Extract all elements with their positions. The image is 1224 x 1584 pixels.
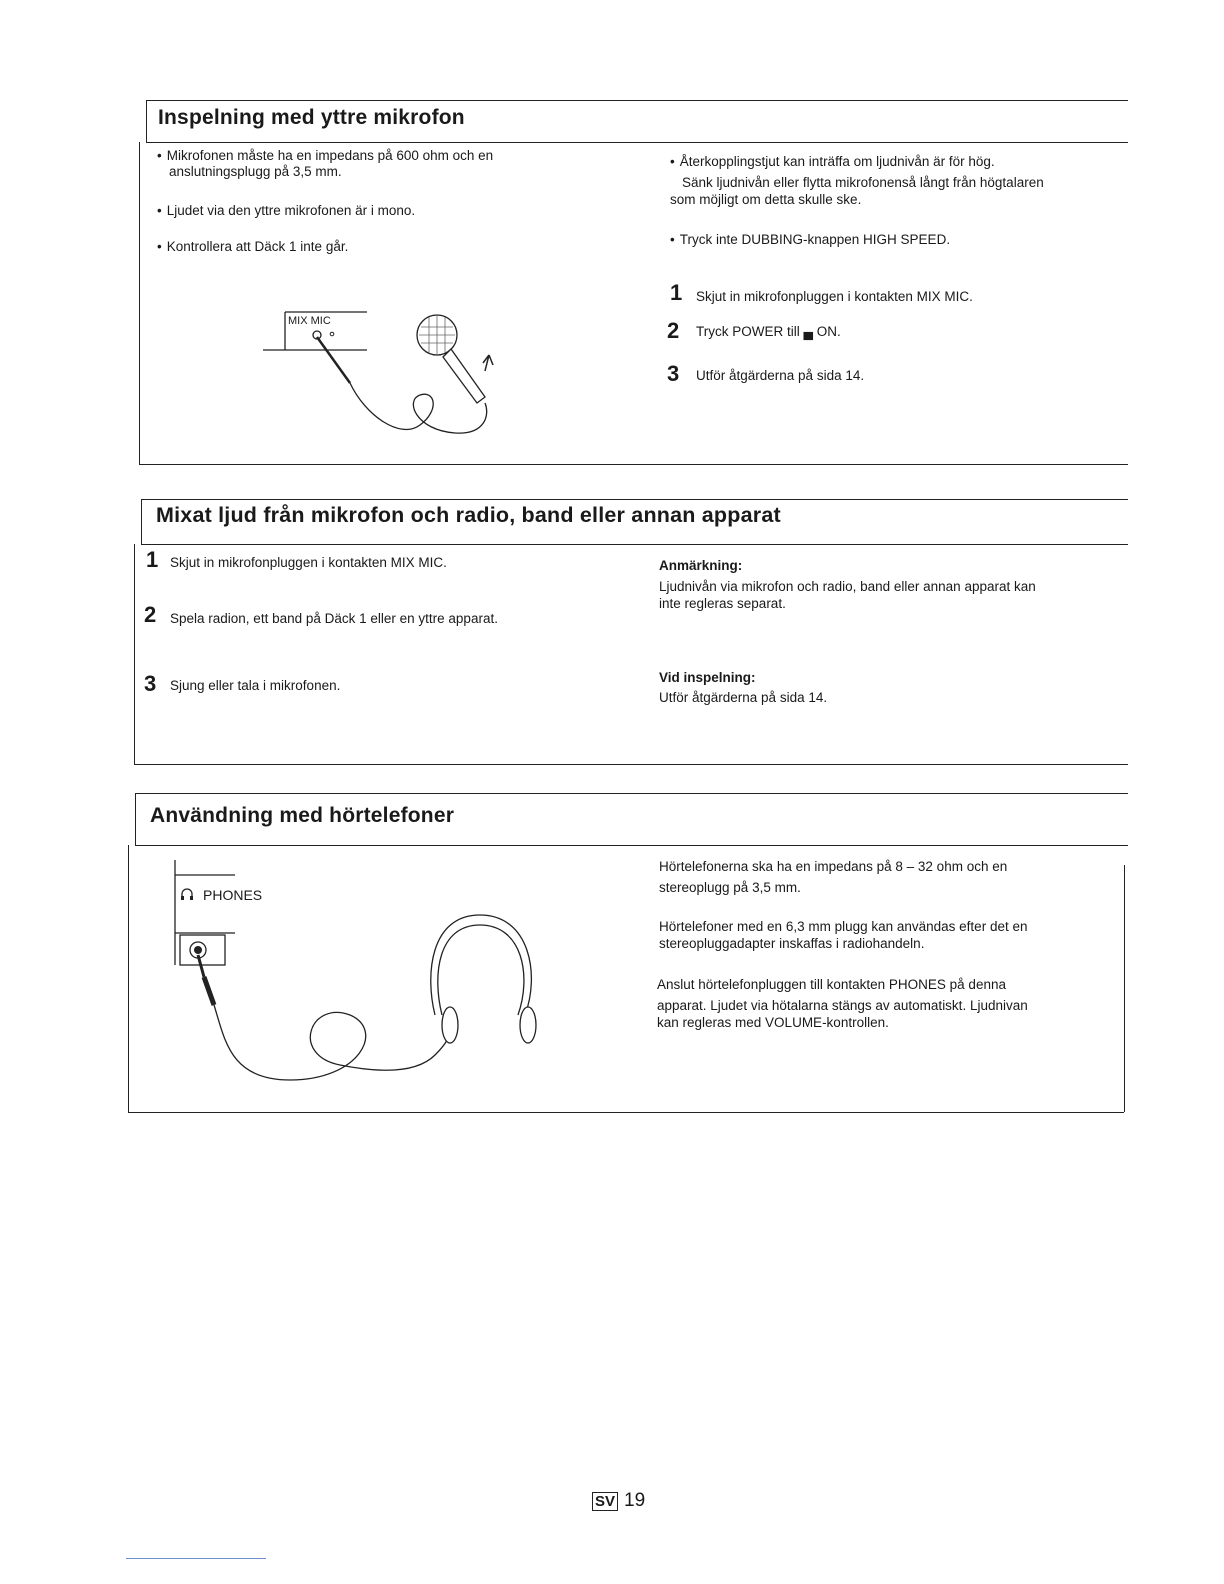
step-text: Skjut in mikrofonpluggen i kontakten MIX MIC.	[696, 289, 973, 304]
recording-heading: Vid inspelning:	[659, 670, 756, 685]
adapter-text: Hörtelefoner med en 6,3 mm plugg kan användas efter det en	[659, 919, 1028, 934]
adapter-text: stereopluggadapter inskaffas i radiohandeln.	[659, 936, 925, 951]
headphone-icon	[180, 887, 194, 901]
connect-text: apparat. Ljudet via hötalarna stängs av automatiskt. Ljudnivan	[657, 998, 1028, 1013]
step-number: 1	[670, 280, 683, 305]
note-text: inte regleras separat.	[659, 596, 786, 611]
bullet-impedance: • Mikrofonen måste ha en impedans på 600 ohm och en	[157, 147, 493, 164]
language-code: SV	[592, 1492, 618, 1511]
section-title: Mixat ljud från mikrofon och radio, band eller annan apparat	[156, 503, 781, 527]
note-text: Ljudnivån via mikrofon och radio, band eller annan apparat kan	[659, 579, 1036, 594]
step-text: Utför åtgärderna på sida 14.	[696, 368, 865, 383]
bullet-feedback-cont2: som möjligt om detta skulle ske.	[670, 192, 862, 207]
step-number: 3	[667, 361, 680, 386]
step-text: Sjung eller tala i mikrofonen.	[170, 678, 341, 693]
bullet-deck: • Kontrollera att Däck 1 inte går.	[157, 238, 348, 255]
bullet-feedback-cont1: Sänk ljudnivån eller flytta mikrofonenså långt från högtalaren	[682, 175, 1044, 190]
bullet-feedback: • Återkopplingstjut kan inträffa om ljudnivån är för hög.	[670, 153, 995, 170]
step-number: 2	[144, 602, 157, 627]
section-title: Inspelning med yttre mikrofon	[158, 106, 465, 129]
step-text: Spela radion, ett band på Däck 1 eller en yttre apparat.	[170, 611, 498, 626]
impedance-text: stereoplugg på 3,5 mm.	[659, 880, 801, 895]
bullet-mono: • Ljudet via den yttre mikrofonen är i mono.	[157, 202, 415, 219]
step-text: Tryck POWER till ▄ ON.	[696, 324, 841, 339]
page-number: 19	[624, 1490, 646, 1511]
impedance-text: Hörtelefonerna ska ha en impedans på 8 – 32 ohm och en	[659, 859, 1008, 874]
note-heading: Anmärkning:	[659, 558, 743, 573]
section-title: Användning med hörtelefoner	[150, 804, 455, 827]
step-number: 3	[144, 671, 157, 696]
page-footer	[592, 1490, 645, 1512]
mix-mic-label: MIX MIC	[288, 315, 331, 327]
phones-label: PHONES	[203, 887, 263, 903]
connect-text: Anslut hörtelefonpluggen till kontakten PHONES på denna	[657, 977, 1006, 992]
step-number: 1	[146, 547, 159, 572]
connect-text: kan regleras med VOLUME-kontrollen.	[657, 1015, 889, 1030]
recording-text: Utför åtgärderna på sida 14.	[659, 690, 828, 705]
bottom-rule	[126, 1558, 266, 1559]
step-text: Skjut in mikrofonpluggen i kontakten MIX MIC.	[170, 555, 447, 570]
step-number: 2	[667, 318, 680, 343]
bullet-impedance-cont: anslutningsplugg på 3,5 mm.	[169, 164, 342, 179]
bullet-dubbing: • Tryck inte DUBBING-knappen HIGH SPEED.	[670, 231, 950, 248]
